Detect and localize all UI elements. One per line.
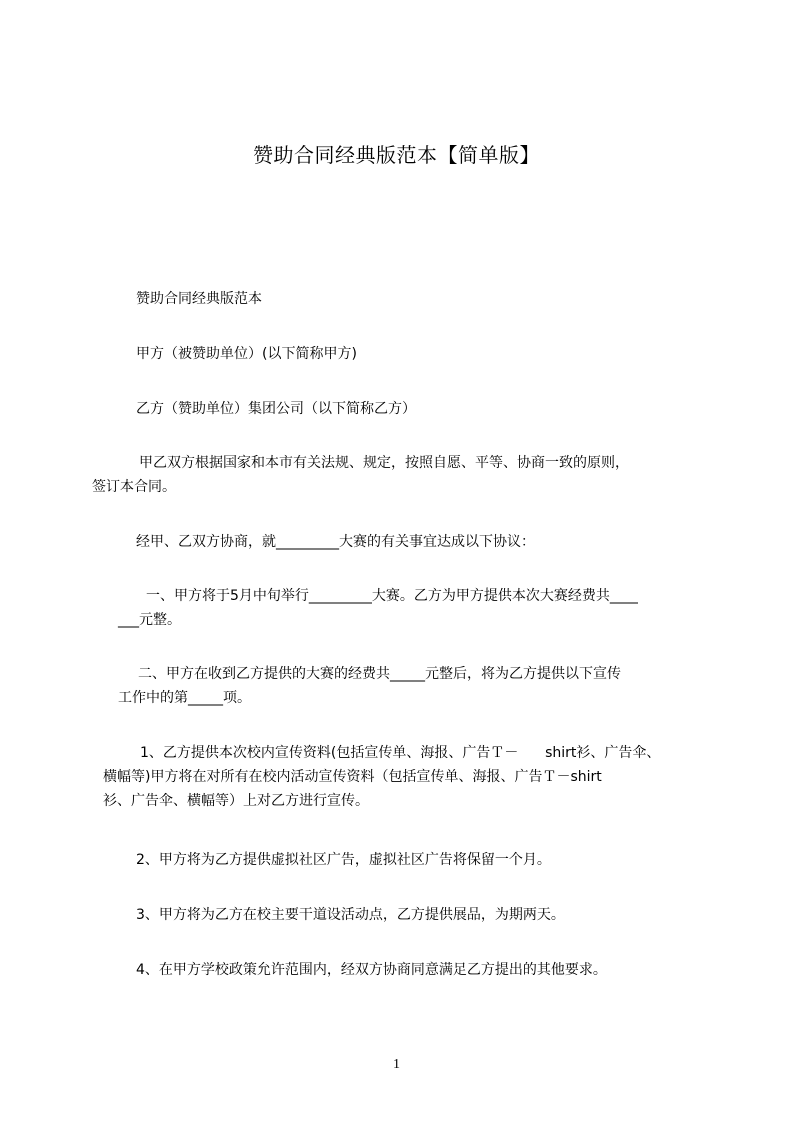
item-four xyxy=(136,958,607,982)
paragraph-line: 赞助合同经典版范本 xyxy=(136,291,262,307)
paragraph-line: 4、在甲方学校政策允许范围内，经双方协商同意满足乙方提出的其他要求。 xyxy=(136,962,607,978)
paragraph-line: 乙方（赞助单位）集团公司（以下简称乙方） xyxy=(136,401,416,417)
paragraph-party-a xyxy=(136,342,357,366)
paragraph-line: 签订本合同。 xyxy=(92,479,176,495)
paragraph-basis xyxy=(92,451,629,499)
clause-one xyxy=(118,584,638,632)
clause-two xyxy=(118,662,621,710)
item-three xyxy=(136,903,565,927)
paragraph-line: 经甲、乙双方协商，就_________大赛的有关事宜达成以下协议： xyxy=(136,534,535,550)
item-two xyxy=(136,848,551,872)
item-one xyxy=(103,741,660,813)
paragraph-line: 甲乙双方根据国家和本市有关法规、规定，按照自愿、平等、协商一致的原则， xyxy=(139,455,629,471)
paragraph-line: 1、乙方提供本次校内宣传资料(包括宣传单、海报、广告Ｔ－ shirt衫、广告伞、 xyxy=(140,745,661,761)
paragraph-line: 甲方（被赞助单位）(以下简称甲方) xyxy=(136,346,357,362)
page-number: 1 xyxy=(393,1057,400,1072)
paragraph-party-b xyxy=(136,397,416,421)
paragraph-line: 衫、广告伞、横幅等）上对乙方进行宣传。 xyxy=(103,793,369,809)
paragraph-agreement-intro xyxy=(136,530,535,554)
document-title: 赞助合同经典版范本【简单版】 xyxy=(253,143,540,167)
paragraph-line: ___元整。 xyxy=(118,612,181,628)
paragraph-heading xyxy=(136,287,262,311)
paragraph-line: 3、甲方将为乙方在校主要干道设活动点，乙方提供展品，为期两天。 xyxy=(136,907,565,923)
paragraph-line: 一、甲方将于5月中旬举行_________大赛。乙方为甲方提供本次大赛经费共____ xyxy=(146,588,638,604)
paragraph-line: 2、甲方将为乙方提供虚拟社区广告，虚拟社区广告将保留一个月。 xyxy=(136,852,551,868)
paragraph-line: 横幅等)甲方将在对所有在校内活动宣传资料（包括宣传单、海报、广告Ｔ－shirt xyxy=(103,769,602,785)
paragraph-line: 工作中的第_____项。 xyxy=(118,690,251,706)
paragraph-line: 二、甲方在收到乙方提供的大赛的经费共_____元整后，将为乙方提供以下宣传 xyxy=(138,666,621,682)
